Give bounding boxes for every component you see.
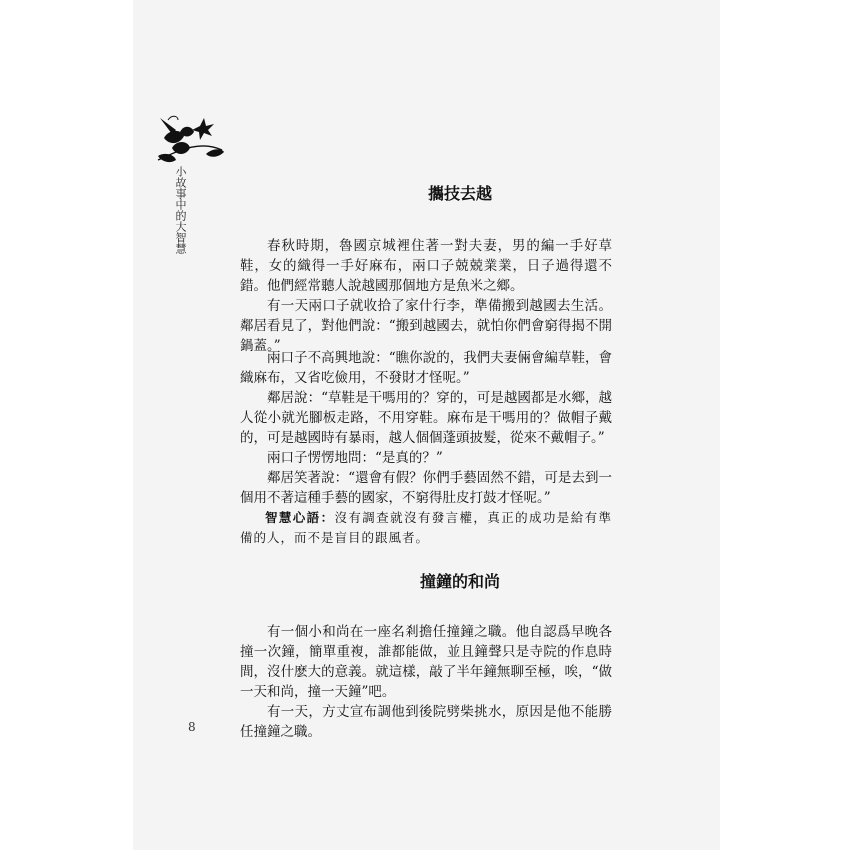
story-title: 攜技去越 [427, 184, 492, 203]
story-paragraph: 他們經常聽人說越國那個地方是魚米之鄉。 [267, 278, 524, 294]
story-paragraph: 有一天，方丈宣布調他到後院劈柴挑水，原因是他不能勝任撞鐘之職。 [240, 704, 612, 740]
story-title: 撞鐘的和尚 [419, 572, 500, 591]
wisdom-text: 沒有調查就沒有發言權，真正的成功是給有準備的人，而不是盲目的跟風者。 [240, 510, 612, 545]
story-paragraph: 有一個小和尚在一座名剎擔任撞鐘之職。他自認爲早晚各撞一次鐘，簡單重複，誰都能做，並且鐘聲只是寺院的作息時間，沒什麽大的意義。就這樣，敲了半年鐘無聊至極，唉，“做一天和尚，撞一天鐘”吧。 [240, 624, 612, 700]
wisdom-label: 智慧心語： [265, 510, 335, 525]
flower-branch-decoration [150, 110, 230, 170]
page-number: 8 [188, 720, 196, 734]
story-paragraph: 鄰居說：“草鞋是干嗎用的？穿的，可是越國都是水鄉，越人從小就光腳板走路，不用穿鞋。麻布是干嗎用的？做帽子戴的，可是越國時有暴雨，越人個個蓬頭披髮，從來不戴帽子。” [240, 390, 612, 446]
story-paragraph: 兩口子愣愣地問：“是真的？” [267, 450, 443, 466]
story-paragraph: 有一天兩口子就收拾了家什行李，準備搬到越國去生活。鄰居看見了，對他們說：“搬到越國去，就怕你們會窮得揭不開鍋蓋。” [240, 298, 612, 354]
wisdom-note [240, 508, 612, 548]
story-paragraph: 鄰居笑著說：“還會有假？你們手藝固然不錯，可是去到一個用不著這種手藝的國家，不窮得肚皮打鼓才怪呢。” [240, 470, 612, 506]
story-paragraph: 春秋時期，魯國京城裡住著一對夫妻，男的編一手好草鞋，女的織得一手好麻布，兩口子兢兢業業，日子過得還不錯。 [240, 238, 612, 294]
book-title-vertical: 小故事中的大智慧 [174, 166, 187, 254]
story-paragraph: 兩口子不高興地說：“瞧你說的，我們夫妻倆會編草鞋，會織麻布，又省吃儉用，不發財才怪呢。” [240, 350, 612, 386]
